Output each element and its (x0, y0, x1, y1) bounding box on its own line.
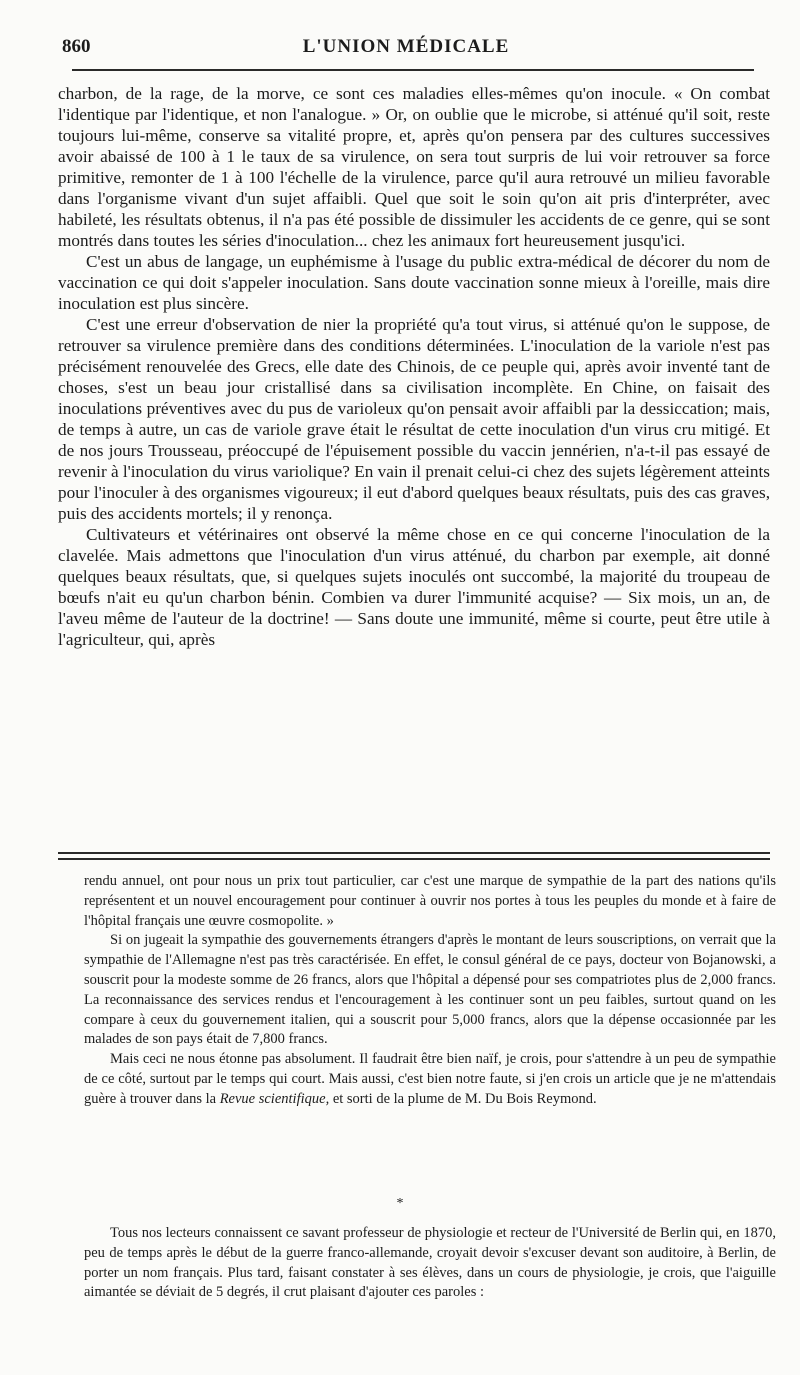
note-paragraph-4: Tous nos lecteurs connaissent ce savant professeur de physiologie et recteur de l'Université de Berlin qui, en 1870, peu de temps après le début de la guerre franco-allemande, croyait devoir s'excuser devant son auditoire, à Berlin, de porter un nom français. Plus tard, faisant constater à ses élèves, dans un cours de physiologie, je crois, que l'aiguille aimantée se déviait de 5 degrés, il crut plaisant d'ajouter ces paroles : (84, 1225, 776, 1301)
page-header (58, 36, 754, 60)
asterisk-separator: * (396, 1196, 404, 1211)
paragraph-2: C'est un abus de langage, un euphémisme à l'usage du public extra-médical de décorer du nom de vaccination ce qui doit s'appeler inoculation. Sans doute vaccination sonne mieux à l'oreille, mais dire inoculation est plus sincère. (58, 252, 770, 313)
note-paragraph-3-start: Mais ceci ne nous étonne pas absolument. Il faudrait être bien naïf, je crois, pour s'attendre à un peu de sympathie de ce côté, surtout par le temps qui court. Mais aussi, c'est bien notre faute, si j'en crois un article que je ne m'attendais guère à trouver dans la (84, 1051, 776, 1107)
paragraph-3: C'est une erreur d'observation de nier la propriété qu'a tout virus, si atténué qu'on le suppose, de retrouver sa virulence première dans des conditions déterminées. L'inoculation de la variole n'est pas précisément renouvelée des Grecs, elle date des Chinois, de ce peuple qui, après avoir inventé tant de choses, s'est un beau jour cristallisé dans sa civilisation incomplète. En Chine, on faisait des inoculations préventives avec du pus de varioleux qu'on pensait avoir affaibli par la dessiccation; mais, de temps à autre, un cas de variole grave était le résultat de cette inoculation d'un virus cru mitigé. Et de nos jours Trousseau, préoccupé de l'épuisement possible du vaccin jennérien, n'a-t-il pas essayé de revenir à l'inoculation du virus variolique? En vain il prenait celui-ci chez des sujets légèrement atteints pour l'inoculer à des organismes vigoureux; il eut d'abord quelques beaux résultats, puis des cas graves, puis des accidents mortels; il y renonça. (58, 315, 770, 523)
notes-section (84, 872, 776, 1110)
note-paragraph-3 (84, 1050, 776, 1109)
footnote-rule (58, 852, 770, 860)
page-number: 860 (62, 36, 91, 57)
paragraph-1: charbon, de la rage, de la morve, ce sont ces maladies elles-mêmes qu'on inocule. « On combat l'identique par l'identique, et non l'analogue. » Or, on oublie que le microbe, si atténué qu'il soit, reste toujours lui-même, conserve sa vitalité propre, et, après qu'on pensera par des cultures successives avoir abaissé de 100 à 1 le taux de sa virulence, on sera tout surpris de lui voir retrouver sa force primitive, remonter de 1 à 100 l'échelle de la virulence, parce qu'il aura retrouvé un milieu favorable dans l'organisme vivant d'un sujet affaibli. Quel que soit le soin qu'on ait pris d'interpréter, avec habileté, les résultats obtenus, il n'a pas été possible de dissimuler les accidents de ce genre, qui se sont montrés dans toutes les séries d'inoculation... chez les animaux fort heureusement jusqu'ici. (58, 84, 770, 250)
note-paragraph-1: rendu annuel, ont pour nous un prix tout particulier, car c'est une marque de sympathie de la part des nations qu'ils représentent et un nouvel encouragement pour continuer à ouvrir nos portes à tous les peuples du monde et à faire de l'hôpital français une œuvre cosmopolite. » (84, 873, 776, 929)
note-paragraph-3-end: et sorti de la plume de M. Du Bois Reymond. (329, 1090, 597, 1107)
running-title: L'UNION MÉDICALE (302, 36, 510, 57)
note-paragraph-2: Si on jugeait la sympathie des gouvernements étrangers d'après le montant de leurs souscriptions, on verrait que la sympathie de l'Allemagne n'est pas très caractérisée. En effet, le consul général de ce pays, docteur von Bojanowski, a souscrit pour la modeste somme de 26 francs, alors que l'hôpital a dépensé pour ses compatriotes plus de 2,000 francs. La reconnaissance des services rendus et l'encouragement à les continuer sont un peu faibles, surtout quand on les compare à ceux du gouvernement italien, qui a souscrit pour 5,000 francs, alors que la dépense occasionnée par les malades de son pays était de 7,800 francs. (84, 932, 776, 1048)
notes-bottom-section (84, 1224, 776, 1303)
main-text (58, 83, 770, 650)
paragraph-4: Cultivateurs et vétérinaires ont observé la même chose en ce qui concerne l'inoculation de la clavelée. Mais admettons que l'inoculation d'un virus atténué, du charbon par exemple, ait donné quelques beaux résultats, que, si quelques sujets inoculés ont succombé, la majorité du troupeau de bœufs n'ait eu qu'un charbon bénin. Combien va durer l'immunité acquise? — Six mois, un an, de l'aveu même de l'auteur de la doctrine! — Sans doute une immunité, même si courte, peut être utile à l'agriculteur, qui, après (58, 525, 770, 649)
journal-title: Revue scientifique, (219, 1090, 330, 1107)
header-rule (72, 69, 754, 71)
